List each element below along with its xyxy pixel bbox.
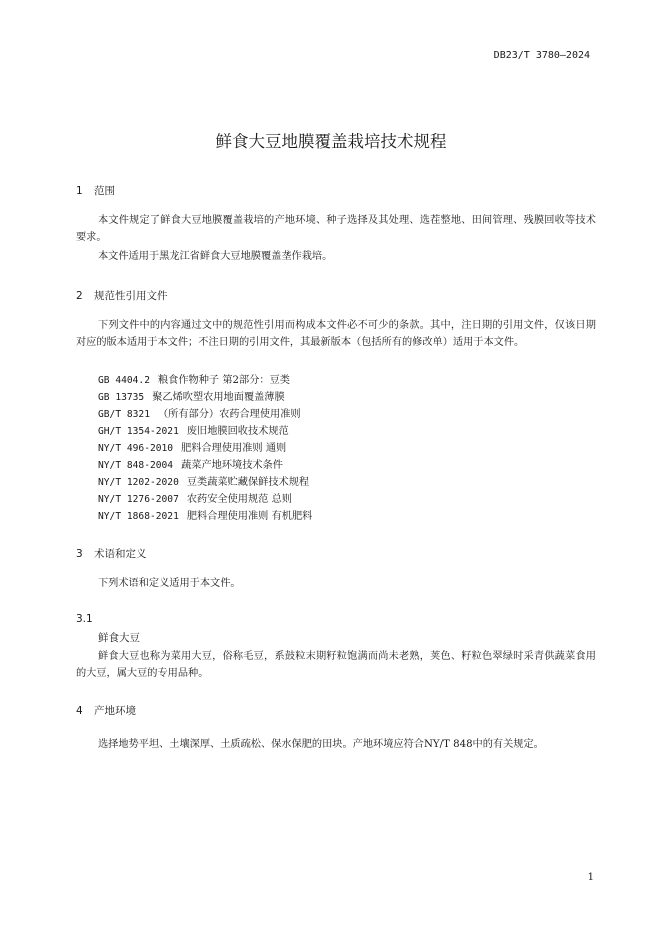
section-4-heading <box>76 703 136 718</box>
reference-item <box>98 473 309 488</box>
reference-code: GB 13735 <box>98 392 145 403</box>
scope-paragraph-1: 本文件规定了鲜食大豆地膜覆盖栽培的产地环境、种子选择及其处理、选茬整地、田间管理、残膜回收等技术要求。 <box>76 215 596 243</box>
reference-item <box>98 507 312 522</box>
reference-item <box>98 422 289 437</box>
reference-title: 农药安全使用规范 总则 <box>186 494 292 505</box>
section-1-heading <box>76 183 115 198</box>
section-title: 范围 <box>94 185 115 197</box>
reference-code: NY/T 1202-2020 <box>98 477 179 488</box>
reference-code: NY/T 1276-2007 <box>98 494 179 505</box>
section-number: 1 <box>76 185 83 197</box>
reference-code: NY/T 848-2004 <box>98 460 174 471</box>
section-title: 规范性引用文件 <box>94 290 168 302</box>
section-title: 术语和定义 <box>94 548 147 560</box>
standard-number: DB23/T 3780—2024 <box>493 50 590 61</box>
term-name: 鲜食大豆 <box>98 632 140 644</box>
document-title: 鲜食大豆地膜覆盖栽培技术规程 <box>215 132 447 151</box>
reference-code: GH/T 1354-2021 <box>98 426 179 437</box>
reference-item <box>98 388 285 403</box>
reference-item <box>98 439 286 454</box>
reference-title: 废旧地膜回收技术规范 <box>186 426 289 437</box>
section-number: 4 <box>76 705 83 717</box>
reference-title: （所有部分）农药合理使用准则 <box>157 409 301 420</box>
term-definition: 鲜食大豆也称为菜用大豆，俗称毛豆，系鼓粒末期籽粒饱满而尚未老熟，荚色、籽粒色翠绿时采青供蔬菜食用的大豆，属大豆的专用品种。 <box>76 651 596 679</box>
page-number: 1 <box>587 872 594 883</box>
reference-code: GB 4404.2 <box>98 375 150 386</box>
reference-item <box>98 371 290 386</box>
section-2-heading <box>76 288 168 303</box>
reference-title: 粮食作物种子 第2部分：豆类 <box>157 375 290 386</box>
terms-intro: 下列术语和定义适用于本文件。 <box>98 578 241 589</box>
reference-code: NY/T 1868-2021 <box>98 511 179 522</box>
section-number: 2 <box>76 290 83 302</box>
section-title: 产地环境 <box>94 705 136 717</box>
environment-paragraph: 选择地势平坦、土壤深厚、土质疏松、保水保肥的田块。产地环境应符合NY/T 848中的有关规定。 <box>98 739 544 750</box>
reference-item <box>98 456 283 471</box>
reference-item <box>98 405 301 420</box>
reference-item <box>98 490 292 505</box>
reference-code: GB/T 8321 <box>98 409 150 420</box>
reference-title: 蔬菜产地环境技术条件 <box>181 460 283 471</box>
term-number: 3.1 <box>76 613 93 625</box>
references-intro: 下列文件中的内容通过文中的规范性引用而构成本文件必不可少的条款。其中，注日期的引用文件，仅该日期对应的版本适用于本文件；不注日期的引用文件，其最新版本（包括所有的修改单）适用于本文件。 <box>76 320 596 348</box>
reference-title: 肥料合理使用准则 通则 <box>181 443 287 454</box>
reference-code: NY/T 496-2010 <box>98 443 174 454</box>
section-3-heading <box>76 546 147 561</box>
scope-paragraph-2: 本文件适用于黑龙江省鲜食大豆地膜覆盖垄作栽培。 <box>98 251 333 262</box>
reference-title: 聚乙烯吹塑农用地面覆盖薄膜 <box>152 392 285 403</box>
section-number: 3 <box>76 548 83 560</box>
reference-title: 豆类蔬菜贮藏保鲜技术规程 <box>186 477 310 488</box>
reference-title: 肥料合理使用准则 有机肥料 <box>186 511 313 522</box>
